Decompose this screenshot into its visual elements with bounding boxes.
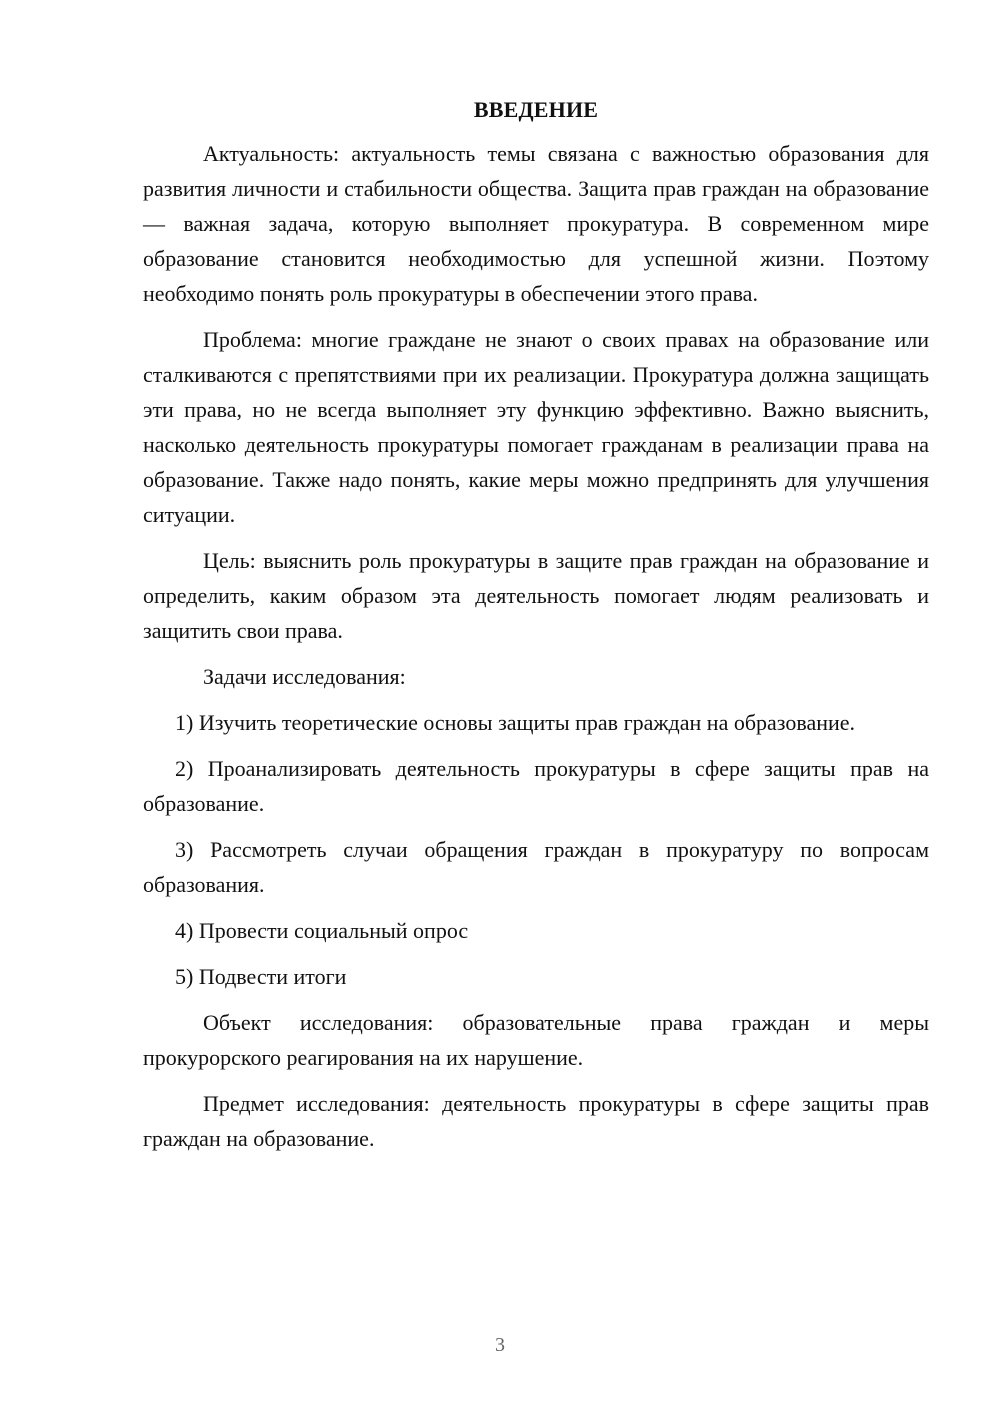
task-item-5: 5) Подвести итоги	[175, 964, 347, 989]
page-content	[143, 92, 929, 1167]
task-item-2: 2) Проанализировать деятельность прокуратуры в сфере защиты прав на образование.	[143, 756, 929, 816]
paragraph-goal: Цель: выяснить роль прокуратуры в защите прав граждан на образование и определить, каким образом эта деятельность помогает людям реализовать и защитить свои права.	[143, 548, 929, 643]
paragraph-subject: Предмет исследования: деятельность прокуратуры в сфере защиты прав граждан на образование.	[143, 1091, 929, 1151]
paragraph-problem: Проблема: многие граждане не знают о своих правах на образование или сталкиваются с препятствиями при их реализации. Прокуратура должна защищать эти права, но не всегда выполняет эту функцию эффективно. Важно выяснить, насколько деятельность прокуратуры помогает гражданам в реализации права на образование. Также надо понять, какие меры можно предпринять для улучшения ситуации.	[143, 327, 929, 527]
tasks-heading: Задачи исследования:	[203, 664, 406, 689]
task-item-1: 1) Изучить теоретические основы защиты прав граждан на образование.	[175, 710, 856, 735]
paragraph-relevance: Актуальность: актуальность темы связана с важностью образования для развития личности и стабильности общества. Защита прав граждан на образование — важная задача, которую выполняет прокуратура. В современном мире образование становится необходимостью для успешной жизни. Поэтому необходимо понять роль прокуратуры в обеспечении этого права.	[143, 141, 929, 306]
task-item-4: 4) Провести социальный опрос	[175, 918, 469, 943]
task-item-3: 3) Рассмотреть случаи обращения граждан в прокуратуру по вопросам образования.	[143, 837, 929, 897]
paragraph-object: Объект исследования: образовательные права граждан и меры прокурорского реагирования на их нарушение.	[143, 1010, 929, 1070]
page-number: 3	[495, 1334, 505, 1356]
section-title: ВВЕДЕНИЕ	[473, 97, 599, 122]
